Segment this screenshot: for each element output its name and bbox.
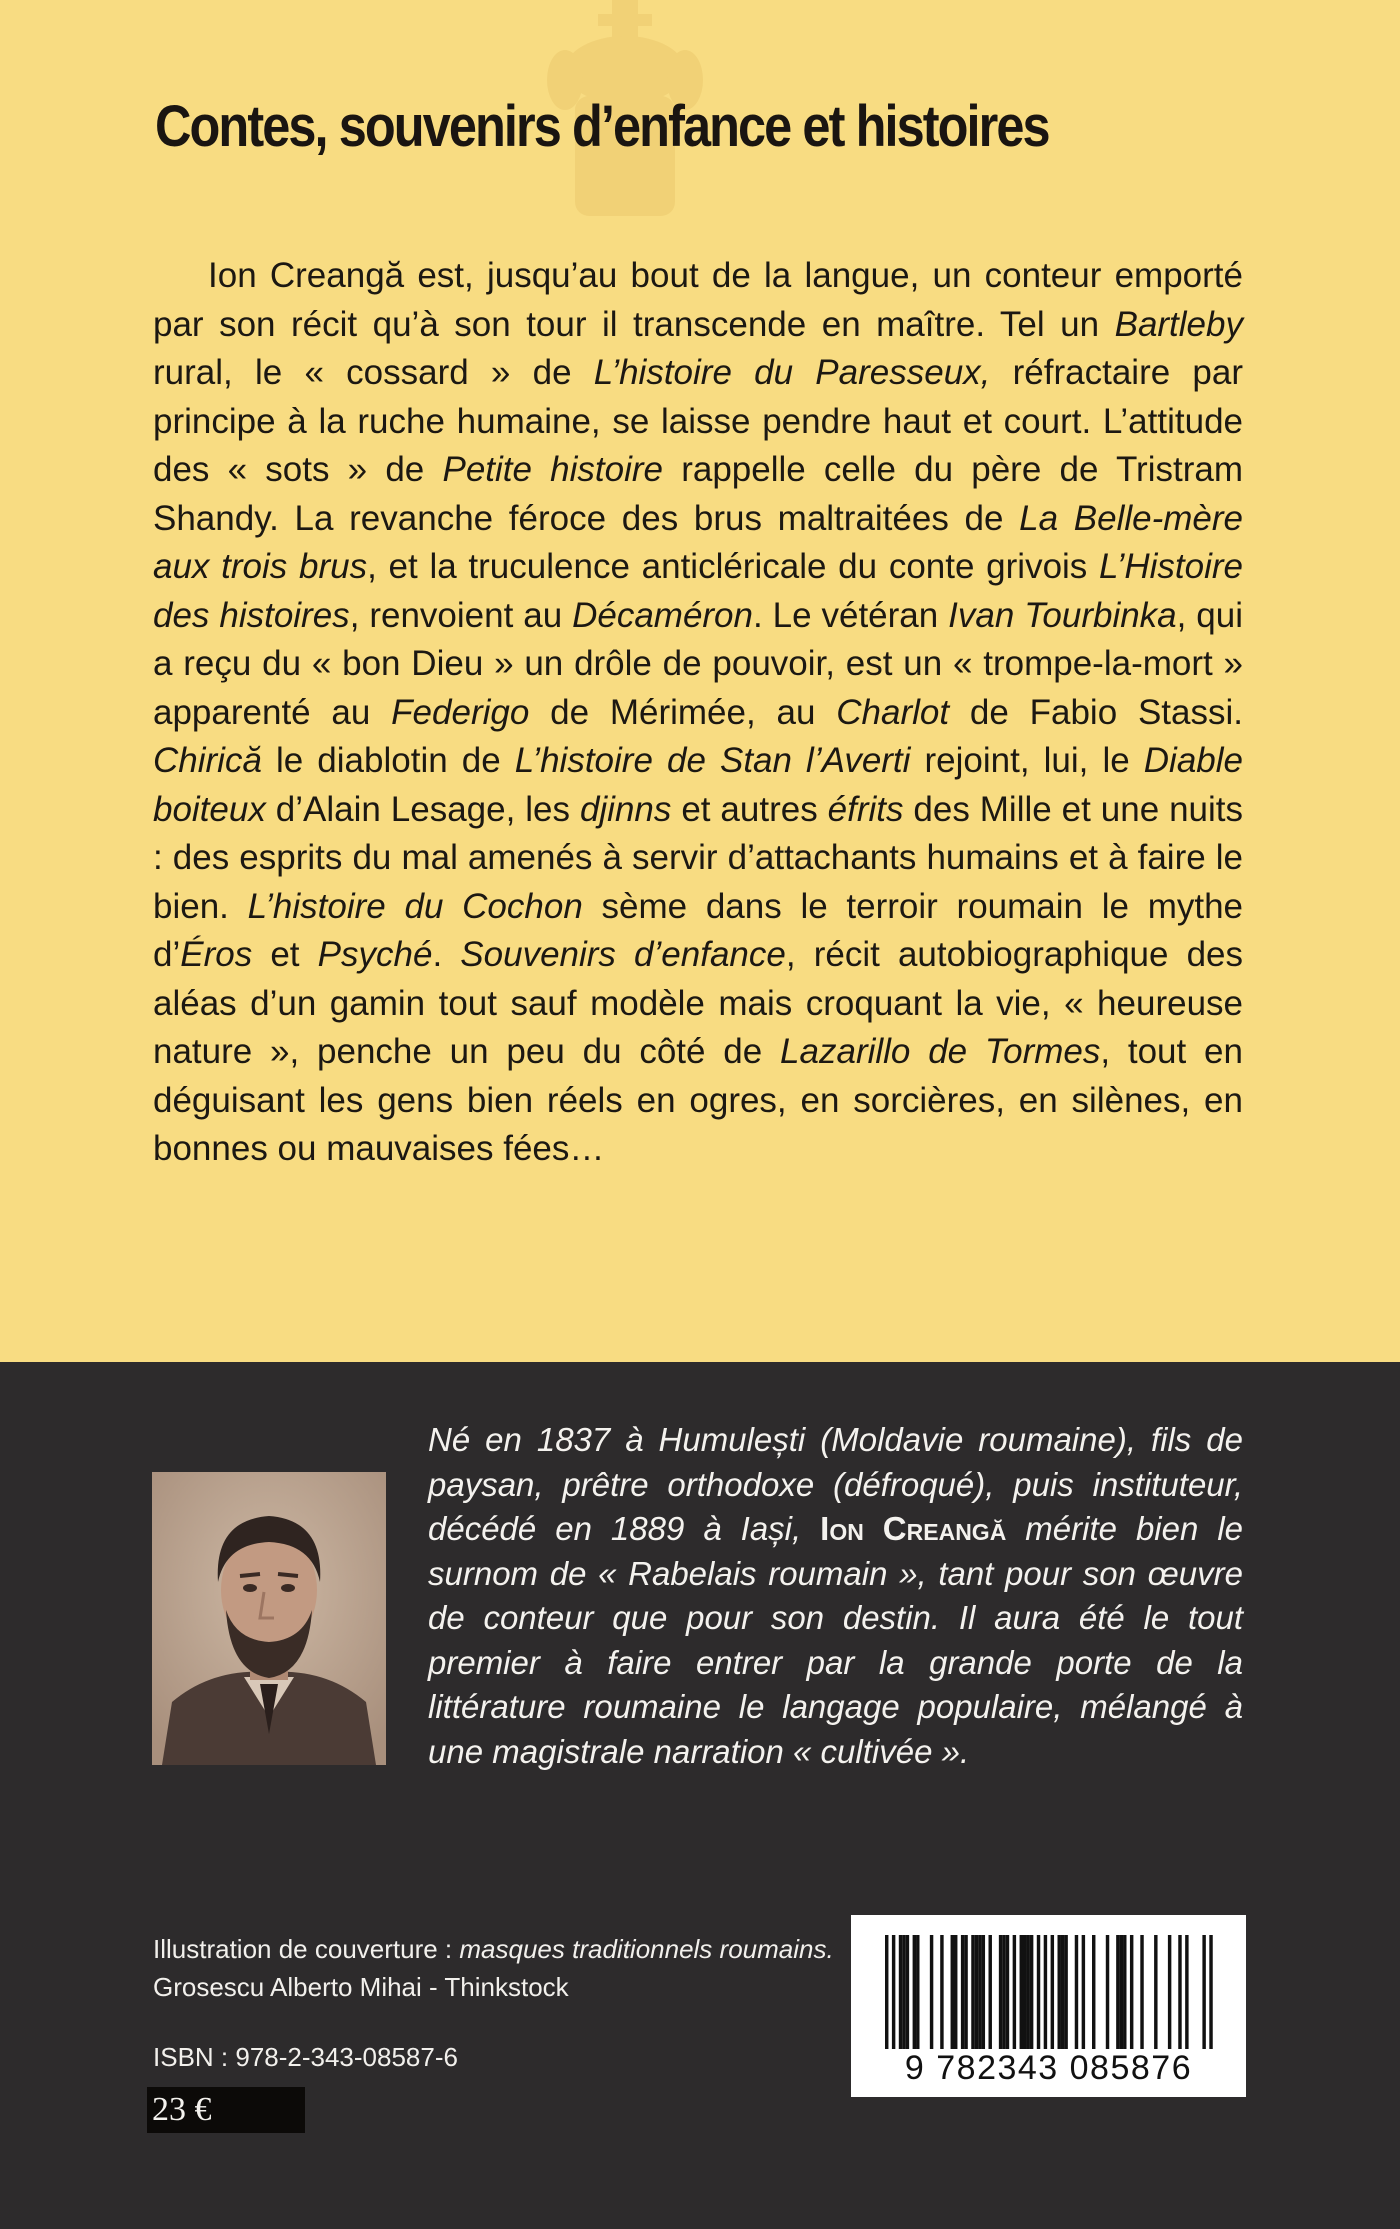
barcode-bar — [1051, 1935, 1054, 2067]
summary-text: le diablotin de — [261, 741, 515, 780]
barcode-bar — [930, 1935, 933, 2053]
summary-italic-title: Chirică — [153, 741, 262, 780]
summary-text: de Fabio Stassi. — [949, 692, 1243, 732]
summary-italic-title: Décaméron — [572, 595, 753, 635]
barcode-bar — [999, 1935, 1002, 2053]
barcode-bar — [1002, 1935, 1005, 2053]
summary-italic-title: éfrits — [827, 789, 904, 829]
summary-italic-title: Souvenirs d’enfance — [460, 935, 786, 974]
summary-italic-title: La Belle-mère aux trois brus — [153, 498, 1243, 586]
summary-text: rural, le « cossard » de — [153, 353, 594, 392]
summary-italic-title: Federigo — [391, 692, 530, 732]
price-tag: 23 € — [147, 2087, 305, 2133]
barcode-digits: 9 782343 085876 — [861, 2049, 1236, 2087]
barcode-bar — [1058, 1935, 1061, 2053]
summary-text: , tout en déguisant les gens bien réels en ogres, en sorcières, en silènes, en bonnes ou mauvaises fées… — [153, 1032, 1243, 1168]
summary-italic-title: Diable boiteux — [153, 741, 1243, 829]
summary-text: d’Alain Lesage, les — [265, 789, 580, 829]
cover-credit — [153, 1930, 853, 2006]
barcode-bar — [906, 1935, 909, 2053]
summary-text: , renvoient au — [349, 595, 573, 635]
barcode — [851, 1915, 1246, 2097]
credit-italic: masques traditionnels roumains. — [459, 1934, 834, 1964]
barcode-bar — [1130, 1935, 1133, 2053]
bio-text-end: mérite bien le surnom de « Rabelais roumain », tant pour son œuvre de conteur que pour son destin. Il aura été le tout premier à faire entrer par la grande porte de la littérature roumaine le langage populaire, mélangé à une magistrale narration « cultivée ». — [428, 1510, 1244, 1770]
barcode-bar — [1082, 1935, 1085, 2053]
summary-italic-title: Ivan Tourbinka — [948, 595, 1177, 635]
author-biography — [428, 1418, 1243, 1774]
summary-italic-title: Charlot — [836, 692, 950, 732]
summary-text: et — [252, 935, 318, 974]
barcode-bar — [1023, 1935, 1026, 2053]
summary-italic-title: Psyché — [317, 935, 433, 974]
summary-italic-title: Bartleby — [1114, 304, 1243, 344]
summary-text: rejoint, lui, le — [910, 741, 1144, 780]
barcode-bar — [1116, 1935, 1119, 2053]
barcode-bar — [1075, 1935, 1078, 2053]
author-portrait — [152, 1472, 386, 1765]
summary-italic-title: Lazarillo de Tormes — [780, 1032, 1101, 1071]
barcode-bar — [1026, 1935, 1029, 2053]
barcode-bar — [913, 1935, 916, 2053]
summary-text: Ion Creangă est, jusqu’au bout de la langue, un conteur emporté par son récit qu’à son tour il transcende en maître. Tel un — [153, 256, 1243, 344]
author-name: Ion Creangă — [820, 1510, 1007, 1547]
summary-text: , récit autobiographique des aléas d’un gamin tout sauf modèle mais croquant la vie, « heureuse nature », penche un peu du côté de — [153, 935, 1244, 1071]
summary-italic-title: L’histoire du Cochon — [247, 886, 583, 926]
summary-italic-title: L’histoire du Paresseux, — [593, 353, 991, 392]
summary-text: , qui a reçu du « bon Dieu » un drôle de pouvoir, est un « trompe-la-mort » apparenté au — [153, 595, 1244, 732]
barcode-bar — [899, 1935, 902, 2053]
summary-text: des Mille et une nuits : des esprits du mal amenés à servir d’attachants humains et à faire le bien. — [153, 789, 1244, 926]
barcode-bar — [951, 1935, 954, 2053]
barcode-bar — [1044, 1935, 1047, 2067]
barcode-bar — [961, 1935, 964, 2053]
isbn-number: ISBN : 978-2-343-08587-6 — [153, 2042, 458, 2072]
barcode-bar — [989, 1935, 992, 2053]
summary-text: . — [432, 935, 461, 974]
barcode-bar — [940, 1935, 943, 2053]
barcode-bar — [1030, 1935, 1033, 2053]
barcode-bar — [971, 1935, 974, 2053]
barcode-bar — [1037, 1935, 1040, 2053]
barcode-bar — [1120, 1935, 1123, 2053]
barcode-bar — [964, 1935, 967, 2053]
barcode-bar — [1006, 1935, 1009, 2053]
barcode-bar — [885, 1935, 888, 2067]
barcode-bar — [1013, 1935, 1016, 2053]
barcode-bar — [1178, 1935, 1181, 2053]
summary-italic-title: L’Histoire des histoires — [153, 547, 1243, 635]
barcode-bar — [1185, 1935, 1188, 2053]
credit-rest: Grosescu Alberto Mihai - Thinkstock — [153, 1972, 569, 2002]
summary-text: . Le vétéran — [753, 595, 949, 635]
book-summary — [153, 252, 1243, 1174]
summary-italic-title: L’histoire de Stan l’Averti — [514, 741, 911, 780]
summary-text: sème dans le terroir roumain le mythe d’ — [153, 886, 1244, 974]
barcode-bar — [916, 1935, 919, 2053]
summary-text: rappelle celle du père de Tristram Shandy. La revanche féroce des brus maltraitées de — [153, 450, 1243, 538]
summary-text: et autres — [671, 789, 828, 829]
barcode-bar — [1154, 1935, 1157, 2053]
bio-text-start: Né en 1837 à Humulești (Moldavie roumaine), fils de paysan, prêtre orthodoxe (défroqué), puis instituteur, décédé en 1889 à Iași, — [428, 1421, 1243, 1547]
summary-italic-title: Petite histoire — [442, 450, 663, 489]
summary-text: de Mérimée, au — [529, 692, 837, 732]
barcode-bar — [978, 1935, 981, 2053]
credit-label: Illustration de couverture : — [153, 1934, 460, 1964]
barcode-bar — [1064, 1935, 1067, 2053]
summary-text: réfractaire par principe à la ruche humaine, se laisse pendre haut et court. L’attitude des « sots » de — [153, 353, 1244, 489]
book-title: Contes, souvenirs d’enfance et histoires — [155, 94, 1049, 159]
barcode-bar — [954, 1935, 957, 2053]
summary-text: , et la truculence anticléricale du conte grivois — [367, 547, 1100, 586]
barcode-bar — [902, 1935, 905, 2053]
barcode-bar — [1020, 1935, 1023, 2053]
barcode-bar — [975, 1935, 978, 2053]
summary-italic-title: djinns — [579, 789, 672, 829]
barcode-bar — [892, 1935, 895, 2067]
barcode-bar — [1140, 1935, 1143, 2053]
barcode-bar — [982, 1935, 985, 2053]
summary-italic-title: Éros — [180, 935, 253, 974]
barcode-bar — [1061, 1935, 1064, 2053]
barcode-bar — [1106, 1935, 1109, 2053]
barcode-bar — [1123, 1935, 1126, 2053]
barcode-bar — [1202, 1935, 1205, 2067]
barcode-bar — [1209, 1935, 1212, 2067]
barcode-bar — [1168, 1935, 1171, 2053]
barcode-bar — [1092, 1935, 1095, 2053]
